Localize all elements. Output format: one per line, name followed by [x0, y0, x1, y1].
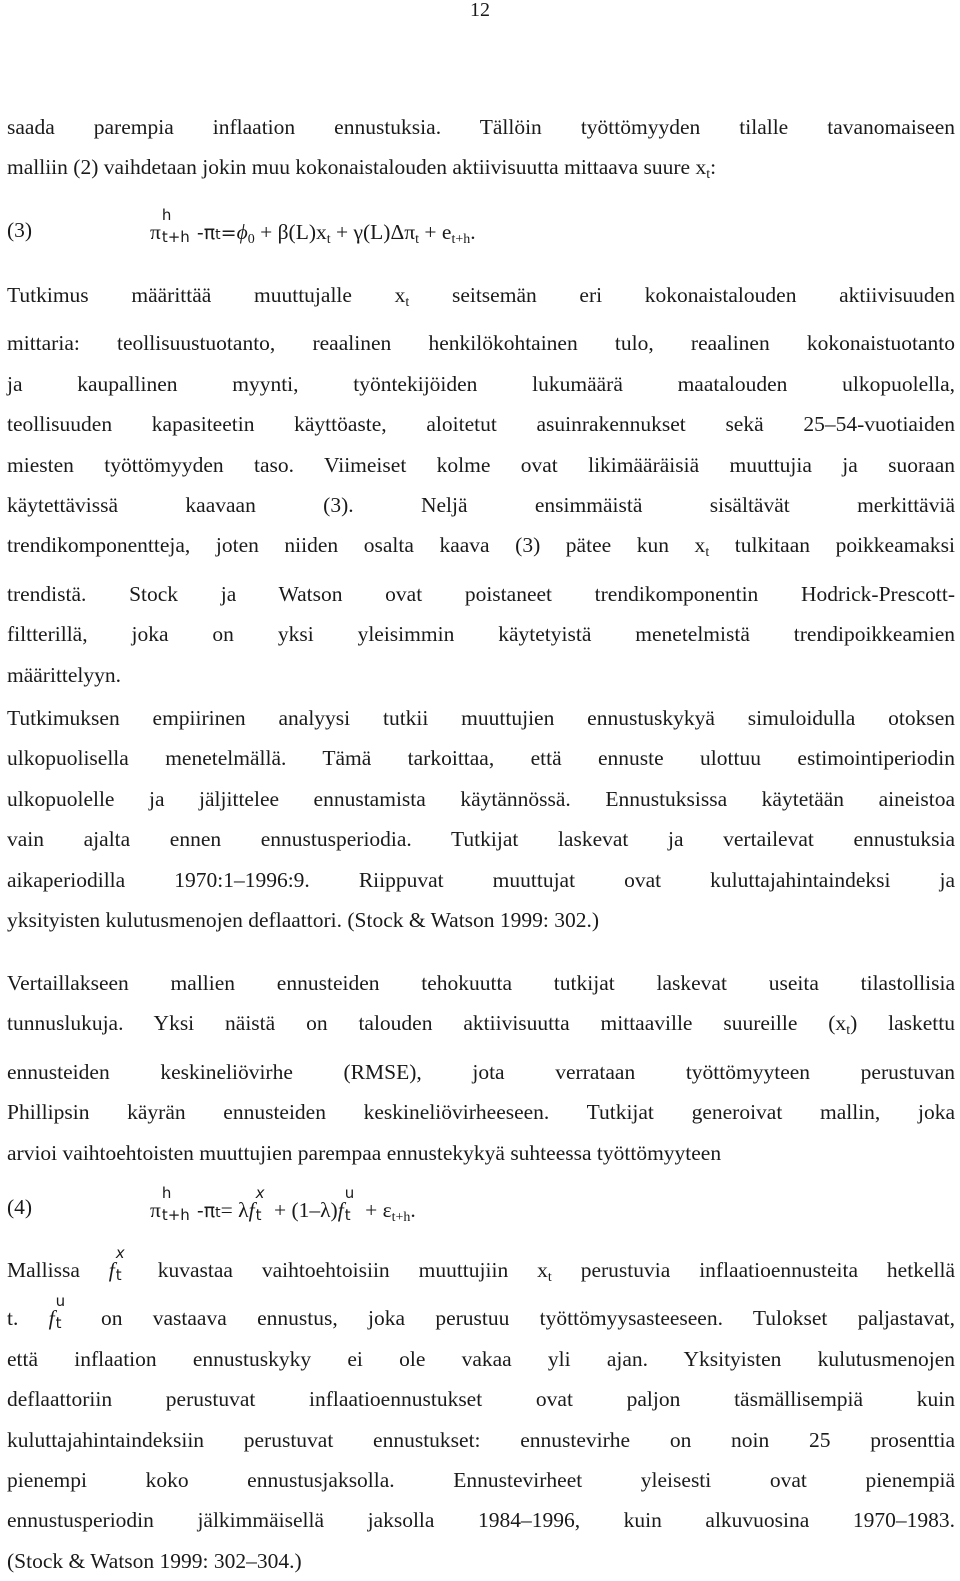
- text-line: pienempi koko ennustusjaksolla. Ennustevirheet yleisesti ovat pienempiä: [7, 1468, 955, 1493]
- text-line: että inflaation ennustuskyky ei ole vakaa yli ajan. Yksityisten kulutusmenojen: [7, 1346, 955, 1371]
- equation-3: π h t+h $-\pi t=\phi_0 + \beta(L)x_t + \gamma(L)\Delta\pi_t + e_{t+h}$.: [150, 206, 476, 247]
- text-line: saada parempia inflaation ennustuksia. Tällöin työttömyyden tilalle tavanomaiseen: [7, 115, 955, 139]
- text-line: malliin (2) vaihdetaan jokin muu kokonaistalouden aktiivisuutta mittaava suure $x_t$:: [7, 155, 717, 183]
- text-line: yksityisten kulutusmenojen deflaattori. (Stock & Watson 1999: 302.): [7, 908, 600, 933]
- text-line: ulkopuolelle ja jäljittelee ennustamista käytännössä. Ennustuksissa käytetään aineistoa: [7, 786, 955, 811]
- page-number: 12: [470, 0, 490, 21]
- text-line: vain ajalta ennen ennustusperiodia. Tutkijat laskevat ja vertailevat ennustuksia: [7, 827, 955, 852]
- paragraph-empirical: [7, 698, 955, 940]
- text-line: kuluttajahintaindeksiin perustuvat ennustukset: ennustevirhe on noin 25 prosenttia: [7, 1427, 955, 1452]
- equation-number: (3): [7, 218, 33, 242]
- text-line: filtterillä, joka on yksi yleisimmin käytetyistä menetelmistä trendipoikkeamien: [7, 622, 955, 647]
- text-line: tunnuslukuja. Yksi näistä on talouden aktiivisuutta mittaaville suureille $(x_t)$ laskettu: [7, 1011, 955, 1039]
- text-line: ennustusperiodin jälkimmäisellä jaksolla 1984–1996, kuin alkuvuosina 1970–1983.: [7, 1508, 955, 1533]
- text-line: käytettävissä kaavaan (3). Neljä ensimmäistä sisältävät merkittäviä: [7, 493, 955, 518]
- text-line: Tutkimus määrittää muuttujalle $x_t$ seitsemän eri kokonaistalouden aktiivisuuden: [7, 283, 955, 310]
- text-line: trendikomponentteja, joten niiden osalta kaava (3) pätee kun $x_t$ tulkitaan poikkeamaksi: [7, 533, 955, 561]
- text-line: ja kaupallinen myynti, työntekijöiden lukumäärä maatalouden ulkopuolella,: [7, 371, 955, 396]
- paragraph-comparison: [7, 963, 955, 1173]
- paragraph-intro: [7, 107, 955, 196]
- text-line: Phillipsin käyrän ennusteiden keskineliövirheeseen. Tutkijat generoivat mallin, joka: [7, 1100, 955, 1125]
- text-line: ennusteiden keskineliövirhe (RMSE), jota verrataan työttömyyteen perustuvan: [7, 1059, 955, 1084]
- text-line: ulkopuolisella menetelmällä. Tämä tarkoittaa, että ennuste ulottuu estimointiperiodin: [7, 746, 955, 771]
- text-line: Vertaillakseen mallien ennusteiden tehokuutta tutkijat laskevat useita tilastollisia: [7, 971, 955, 995]
- text-line: (Stock & Watson 1999: 302–304.): [7, 1548, 302, 1573]
- paragraph-variables: [7, 275, 955, 695]
- text-line: mittaria: teollisuustuotanto, reaalinen henkilökohtainen tulo, reaalinen kokonaistuotanto: [7, 331, 955, 356]
- text-line: miesten työttömyyden taso. Viimeiset kolme ovat likimääräisiä muuttujia ja suoraan: [7, 452, 955, 477]
- text-line: määrittelyyn.: [7, 662, 122, 687]
- paragraph-results: [7, 1244, 955, 1581]
- text-line: deflaattoriin perustuvat inflaatioennustukset ovat paljon täsmällisempiä kuin: [7, 1387, 955, 1412]
- equation-number: (4): [7, 1195, 33, 1219]
- text-line: t. f u t on vastaava ennustus, joka perustuu työttömyysasteeseen. Tulokset paljastavat,: [7, 1292, 955, 1333]
- equation-4: π h t+h -πt= λf x t + (1–λ)f u t + $\varepsilon_{t+h}$.: [150, 1184, 416, 1225]
- text-line: arvioi vaihtoehtoisten muuttujien parempaa ennustekykyä suhteessa työttömyyteen: [7, 1140, 722, 1165]
- text-line: teollisuuden kapasiteetin käyttöaste, aloitetut asuinrakennukset sekä 25–54-vuotiaiden: [7, 412, 955, 437]
- text-line: aikaperiodilla 1970:1–1996:9. Riippuvat muuttujat ovat kuluttajahintaindeksi ja: [7, 867, 955, 892]
- text-line: Mallissa f x t kuvastaa vaihtoehtoisiin muuttujiin $x_t$ perustuvia inflaatioennusteita hetkellä: [7, 1244, 955, 1285]
- text-line: trendistä. Stock ja Watson ovat poistaneet trendikomponentin Hodrick-Prescott-: [7, 581, 955, 606]
- text-line: Tutkimuksen empiirinen analyysi tutkii muuttujien ennustuskykyä simuloidulla otoksen: [7, 706, 955, 730]
